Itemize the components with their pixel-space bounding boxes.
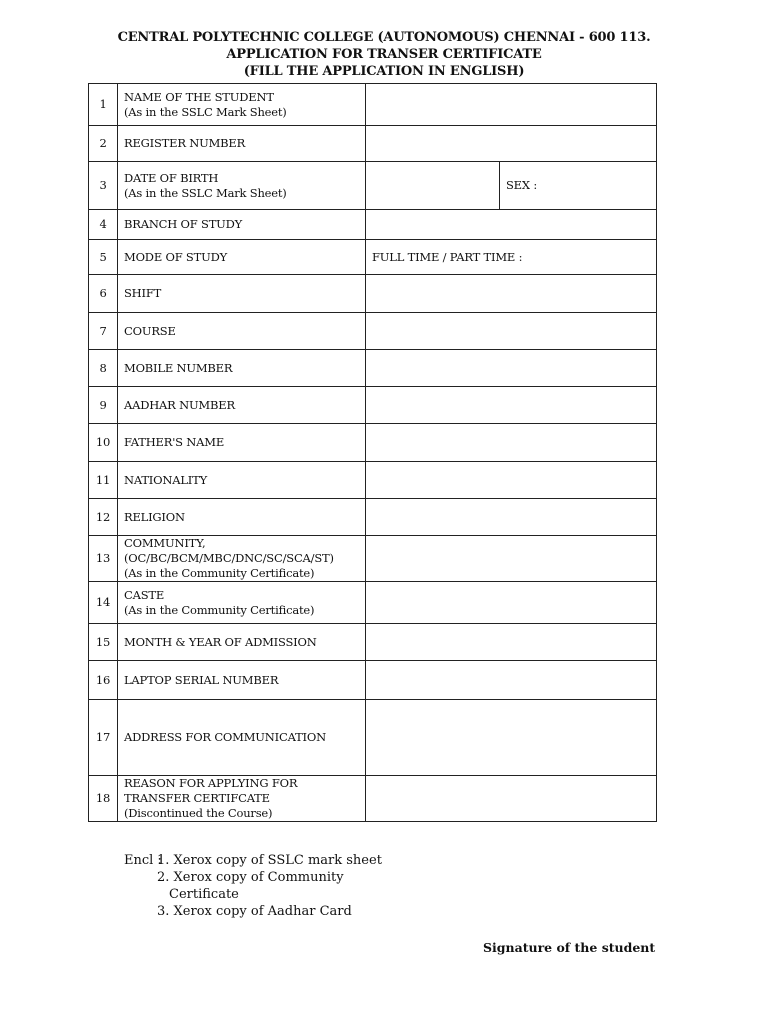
row-number: 13 [89,536,118,582]
table-row [89,162,657,210]
field-label [118,776,366,822]
table-row [89,240,657,275]
field-label [118,240,366,275]
enclosures-list [124,852,382,920]
row-number: 18 [89,776,118,822]
row-number: 3 [89,162,118,210]
field-label-line: CASTE [124,587,165,602]
field-label-line: NAME OF THE STUDENT [124,89,274,104]
field-label-line: LAPTOP SERIAL NUMBER [124,672,279,687]
row-number: 11 [89,462,118,499]
field-label-line: REASON FOR APPLYING FOR [124,776,298,790]
field-label-line: FATHER'S NAME [124,435,225,449]
row-number: 15 [89,624,118,661]
row-number: 16 [89,661,118,700]
field-value[interactable] [366,624,657,661]
table-row [89,536,657,582]
table-row [89,387,657,424]
field-value[interactable] [366,313,657,350]
field-label [118,84,366,126]
field-value[interactable] [366,700,657,776]
field-label [118,582,366,624]
field-label-line: BRANCH OF STUDY [124,217,243,231]
table-row [89,624,657,661]
row-number: 17 [89,700,118,776]
enclosure-item-3: 3. Xerox copy of Aadhar Card [157,904,352,919]
field-value[interactable] [366,776,657,822]
row-number: 12 [89,499,118,536]
field-label-line: SHIFT [124,286,162,300]
table-row [89,661,657,700]
table-row [89,424,657,462]
field-value[interactable] [366,661,657,700]
field-value[interactable] [366,462,657,499]
table-row [89,210,657,240]
row-number: 9 [89,387,118,424]
field-label-line: AADHAR NUMBER [124,397,235,412]
field-value[interactable] [366,210,657,240]
field-value[interactable] [366,275,657,313]
field-label [118,462,366,499]
table-row [89,499,657,536]
field-label-line: COURSE [124,323,176,338]
field-label [118,387,366,424]
field-label [118,313,366,350]
field-label [118,162,366,210]
enclosure-item-2-cont: Certificate [169,887,239,902]
field-label-line: REGISTER NUMBER [124,136,246,150]
field-value[interactable] [366,350,657,387]
field-label [118,536,366,582]
field-value[interactable] [366,126,657,162]
row-number: 14 [89,582,118,624]
sex-field[interactable] [500,162,657,210]
field-value[interactable] [366,582,657,624]
field-label-line: COMMUNITY, [124,536,206,550]
signature-label: Signature of the student [483,940,656,955]
field-value[interactable] [366,499,657,536]
field-label-line: MOBILE NUMBER [124,360,233,375]
field-value[interactable] [366,84,657,126]
field-label [118,126,366,162]
field-label [118,499,366,536]
field-label-line: MODE OF STUDY [124,249,227,264]
table-row [89,462,657,499]
field-label-line: DATE OF BIRTH [124,170,219,185]
table-row [89,126,657,162]
field-label-line: (As in the SSLC Mark Sheet) [124,185,287,200]
enclosures-prefix: Encl : [124,853,162,868]
field-label-line: (Discontinued the Course) [124,806,273,820]
field-label-line: RELIGION [124,509,185,524]
field-label [118,275,366,313]
field-label-line: (As in the SSLC Mark Sheet) [124,104,287,119]
field-label [118,210,366,240]
enclosure-item-2: 2. Xerox copy of Community [157,870,344,885]
sex-label: SEX : [506,178,537,192]
row-number: 4 [89,210,118,240]
enclosure-item-1: 1. Xerox copy of SSLC mark sheet [157,853,382,868]
field-value[interactable] [366,240,657,275]
field-label-line: (As in the Community Certificate) [124,602,315,617]
table-row [89,776,657,822]
field-value[interactable] [366,162,500,210]
field-value[interactable] [366,387,657,424]
form-title: APPLICATION FOR TRANSER CERTIFICATE [226,47,542,62]
row-number: 8 [89,350,118,387]
field-label [118,624,366,661]
row-number: 1 [89,84,118,126]
application-form-table [88,83,657,822]
form-header [0,29,768,80]
table-row [89,313,657,350]
field-label-line: TRANSFER CERTIFCATE [124,791,270,805]
field-value-text: FULL TIME / PART TIME : [372,249,523,264]
field-label [118,424,366,462]
row-number: 5 [89,240,118,275]
field-label [118,661,366,700]
table-row [89,700,657,776]
form-instruction: (FILL THE APPLICATION IN ENGLISH) [243,64,525,79]
row-number: 10 [89,424,118,462]
table-row [89,350,657,387]
field-label-line: MONTH & YEAR OF ADMISSION [124,634,317,649]
row-number: 2 [89,126,118,162]
field-label-line: NATIONALITY [124,472,207,487]
field-label-line: ADDRESS FOR COMMUNICATION [124,730,326,744]
table-row [89,275,657,313]
field-value[interactable] [366,536,657,582]
table-row [89,84,657,126]
field-label-line: (OC/BC/BCM/MBC/DNC/SC/SCA/ST) [124,551,334,565]
field-label [118,700,366,776]
row-number: 6 [89,275,118,313]
table-row [89,582,657,624]
college-title: CENTRAL POLYTECHNIC COLLEGE (AUTONOMOUS) CHENNAI - 600 113. [117,30,651,45]
field-label-line: (As in the Community Certificate) [124,566,315,580]
row-number: 7 [89,313,118,350]
field-value[interactable] [366,424,657,462]
field-label [118,350,366,387]
